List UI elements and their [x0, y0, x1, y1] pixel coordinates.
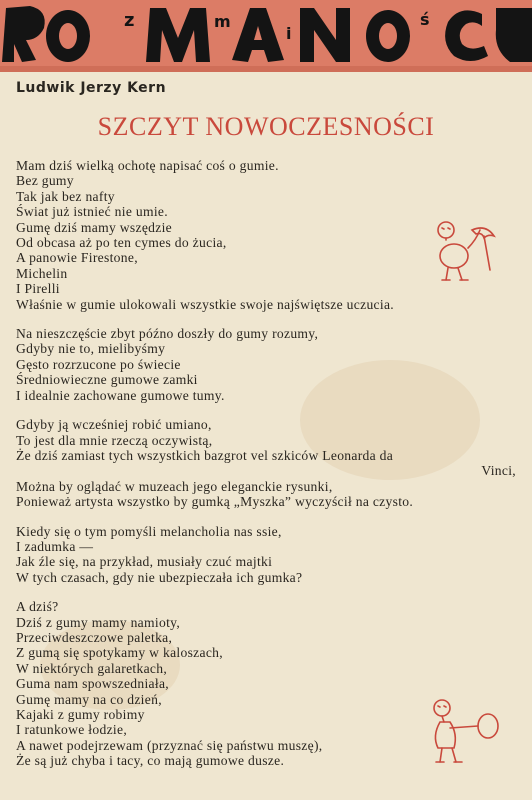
- poem-line: Ponieważ artysta wszystko by gumką „Myszka” wyczyścił na czysto.: [16, 494, 414, 510]
- poem-line: Gumę mamy na co dzień,: [16, 691, 162, 707]
- page-title: SZCZYT NOWOCZESNOŚCI: [97, 112, 435, 141]
- stanza-4: [16, 524, 516, 586]
- poem-line: Gdyby ją wcześniej robić umiano,: [16, 417, 212, 433]
- poem-line: I ratunkowe łodzie,: [16, 722, 128, 738]
- poem-line: W niektórych galaretkach,: [16, 660, 168, 676]
- poem-line: Tak jak bez nafty: [16, 188, 115, 204]
- poem-line: Z gumą się spotykamy w kaloszach,: [16, 645, 223, 661]
- poem-line: Że są już chyba i tacy, co mają gumowe dusze.: [16, 753, 285, 769]
- poem-line: Gęsto rozrzucone po świecie: [16, 356, 181, 372]
- poem-line: Mam dziś wielką ochotę napisać coś o gumie.: [16, 158, 279, 173]
- poem-line: Średniowieczne gumowe zamki: [16, 372, 198, 388]
- poem-line: I zadumka —: [16, 538, 94, 554]
- poem-line: Właśnie w gumie ulokowali wszystkie swoje najświętsze uczucia.: [16, 296, 394, 312]
- poem-line: Od obcasa aż po ten cymes do żucia,: [16, 235, 227, 251]
- poem-line: Vinci,: [481, 463, 516, 479]
- banner-letter-m: m: [214, 12, 231, 31]
- poem-line: A panowie Firestone,: [16, 250, 138, 266]
- poem-line: A nawet podejrzewam (przyznać się państwu muszę),: [16, 737, 323, 753]
- poem-line: Guma nam spowszedniała,: [16, 676, 169, 692]
- umbrella-man-doodle-icon: [432, 218, 502, 288]
- poem-line: I Pirelli: [16, 281, 60, 297]
- poem-line: Dziś z gumy mamy namioty,: [16, 614, 181, 630]
- magnifier-man-doodle-icon: [428, 696, 508, 776]
- banner-letter-s: ś: [420, 10, 430, 29]
- poem-line: W tych czasach, gdy nie ubezpieczała ich gumka?: [16, 569, 303, 585]
- poem-line: Kajaki z gumy robimy: [16, 707, 145, 722]
- poem-line: Przeciwdeszczowe paletka,: [16, 629, 173, 645]
- poem-line: Gdyby nie to, mielibyśmy: [16, 341, 166, 357]
- banner-lettering-icon: [0, 0, 532, 72]
- poem-line: A dziś?: [16, 599, 59, 615]
- poem-line: Jak źle się, na przykład, musiały czuć majtki: [16, 554, 273, 570]
- poem-line: I idealnie zachowane gumowe tumy.: [16, 387, 225, 403]
- poem-line: Można by oglądać w muzeach jego eleganckie rysunki,: [16, 478, 333, 494]
- stanza-3: [16, 417, 516, 509]
- stanza-2: [16, 326, 516, 403]
- poem-line: Bez gumy: [16, 173, 74, 189]
- banner-letter-z: z: [124, 10, 135, 31]
- poem-line: Michelin: [16, 265, 68, 281]
- author-name: Ludwik Jerzy Kern: [16, 80, 167, 96]
- poem-line: Gumę dziś mamy wszędzie: [16, 219, 173, 235]
- poem-line: Świat już istnieć nie umie.: [16, 204, 168, 220]
- header-banner: [0, 0, 532, 72]
- poem-line: Kiedy się o tym pomyśli melancholia nas ssie,: [16, 523, 282, 539]
- poem-line: Na nieszczęście zbyt późno doszły do gumy rozumy,: [16, 326, 319, 342]
- banner-bottom-edge: [0, 66, 532, 72]
- poem-line: To jest dla mnie rzeczą oczywistą,: [16, 432, 213, 448]
- banner-letter-i: i: [286, 24, 292, 43]
- poem-line: Że dziś zamiast tych wszystkich bazgrot vel szkiców Leonarda da: [16, 447, 394, 463]
